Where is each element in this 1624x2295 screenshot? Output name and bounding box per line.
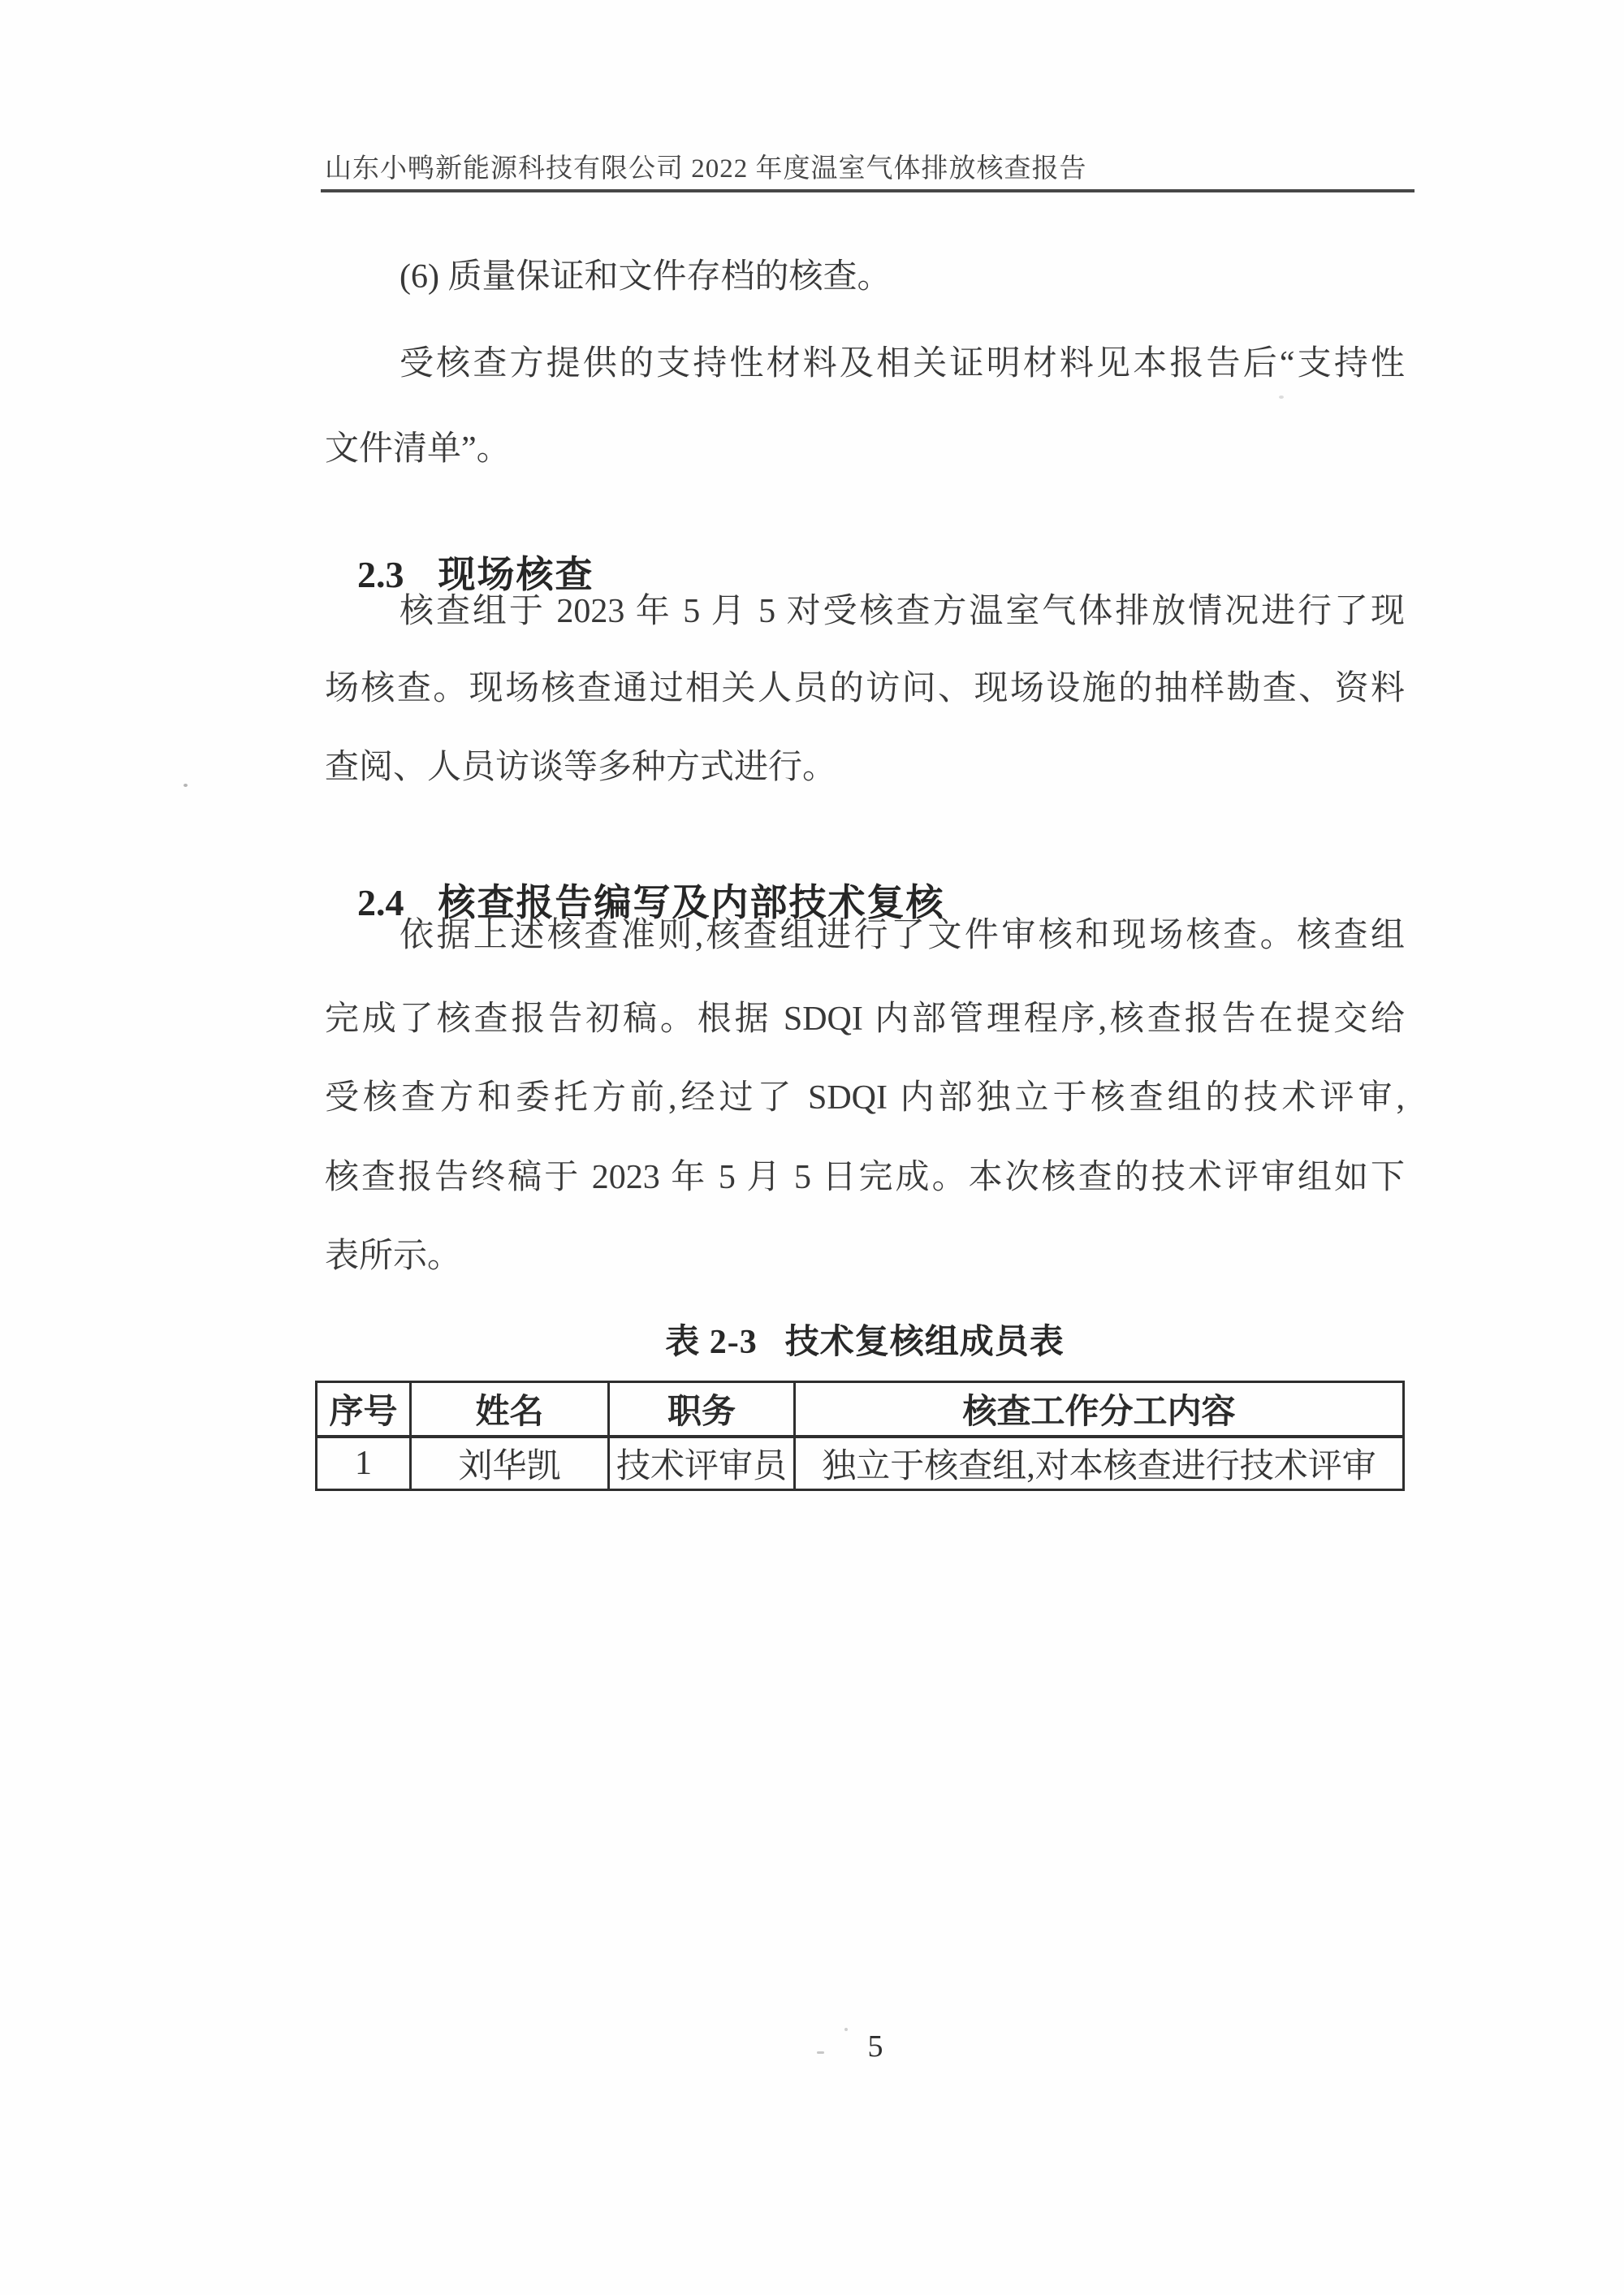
body-line-review-3: 受核查方和委托方前,经过了 SDQI 内部独立于核查组的技术评审,	[325, 1079, 1405, 1117]
scan-speck	[184, 784, 188, 787]
table-header-row	[317, 1382, 1404, 1437]
cell-index: 1	[317, 1437, 411, 1490]
body-line-onsite-2: 场核查。现场核查通过相关人员的访问、现场设施的抽样勘查、资料	[325, 670, 1405, 707]
table-caption	[325, 1320, 1405, 1364]
body-line-review-5: 表所示。	[325, 1238, 462, 1275]
section-title: 现场核查	[438, 554, 594, 595]
body-line-review-1: 依据上述核查准则,核查组进行了文件审核和现场核查。核查组	[400, 917, 1405, 954]
table-row	[317, 1437, 1404, 1490]
header-rule	[321, 189, 1415, 192]
body-line-review-4: 核查报告终稿于 2023 年 5 月 5 日完成。本次核查的技术评审组如下	[325, 1159, 1405, 1196]
cell-name: 刘华凯	[411, 1437, 609, 1490]
section-number: 2.4	[357, 882, 404, 923]
scan-speck	[817, 2051, 824, 2054]
body-line-onsite-1: 核查组于 2023 年 5 月 5 对受核查方温室气体排放情况进行了现	[400, 593, 1405, 630]
body-line-onsite-3: 查阅、人员访谈等多种方式进行。	[325, 749, 837, 786]
section-title: 核查报告编写及内部技术复核	[438, 882, 945, 923]
cell-position: 技术评审员	[609, 1437, 795, 1490]
technical-review-members-table	[315, 1381, 1405, 1491]
col-header-duty: 核查工作分工内容	[795, 1382, 1404, 1437]
col-header-position: 职务	[609, 1382, 795, 1437]
body-line-support-2: 文件清单”。	[325, 430, 511, 468]
scan-speck	[844, 2028, 848, 2031]
page-number: 5	[867, 2029, 883, 2064]
col-header-index: 序号	[317, 1382, 411, 1437]
table-caption-title: 技术复核组成员表	[784, 1324, 1065, 1361]
page-header-title: 山东小鸭新能源科技有限公司 2022 年度温室气体排放核查报告	[325, 154, 1087, 184]
col-header-name: 姓名	[411, 1382, 609, 1437]
section-number: 2.3	[357, 554, 404, 595]
body-line-review-2: 完成了核查报告初稿。根据 SDQI 内部管理程序,核查报告在提交给	[325, 1001, 1405, 1038]
scan-speck	[1279, 395, 1284, 399]
cell-duty: 独立于核查组,对本核查进行技术评审	[795, 1437, 1404, 1490]
body-line-support-1: 受核查方提供的支持性材料及相关证明材料见本报告后“支持性	[400, 345, 1405, 382]
table-caption-number: 表 2-3	[665, 1324, 758, 1361]
body-line-item6: (6) 质量保证和文件存档的核查。	[400, 258, 892, 296]
